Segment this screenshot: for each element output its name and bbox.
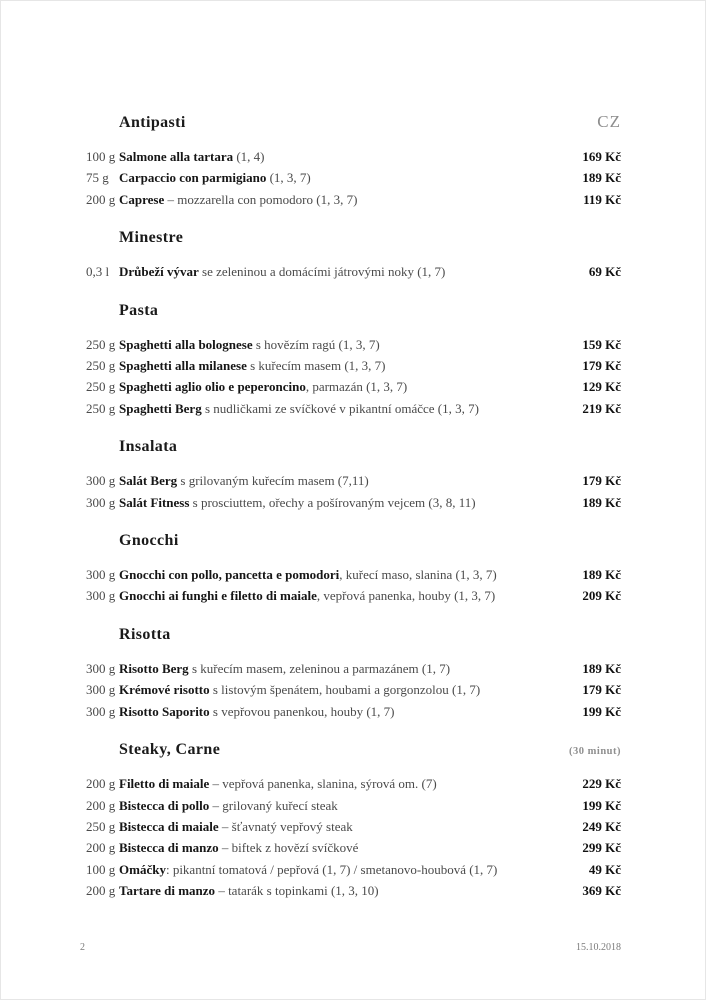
item-name: Spaghetti aglio olio e peperoncino bbox=[119, 379, 306, 395]
menu-section bbox=[86, 625, 621, 722]
item-price: 209 Kč bbox=[582, 588, 621, 604]
item-price: 179 Kč bbox=[582, 682, 621, 698]
item-dish bbox=[119, 585, 582, 606]
item-description: – vepřová panenka, slanina, sýrová om. (7) bbox=[209, 776, 437, 792]
item-price: 179 Kč bbox=[582, 473, 621, 489]
item-list bbox=[86, 470, 621, 513]
item-dish bbox=[119, 564, 582, 585]
section-title: Gnocchi bbox=[119, 532, 179, 550]
item-name: Bistecca di pollo bbox=[119, 797, 210, 813]
item-description: – tatarák s topinkami (1, 3, 10) bbox=[215, 883, 379, 899]
item-price: 189 Kč bbox=[582, 567, 621, 583]
item-description: s vepřovou panenkou, houby (1, 7) bbox=[209, 703, 395, 719]
item-dish bbox=[119, 658, 582, 679]
menu-section bbox=[86, 740, 621, 901]
section-title: Insalata bbox=[119, 438, 178, 456]
section-title: Minestre bbox=[119, 229, 184, 247]
item-price: 229 Kč bbox=[582, 776, 621, 792]
menu-section bbox=[86, 301, 621, 420]
menu-item-row bbox=[86, 773, 621, 794]
section-header bbox=[86, 113, 621, 133]
item-amount: 200 g bbox=[86, 883, 116, 899]
item-name: Krémové risotto bbox=[119, 682, 210, 698]
item-name: Spaghetti alla milanese bbox=[119, 358, 247, 374]
section-header bbox=[86, 437, 621, 457]
item-name: Caprese bbox=[119, 191, 165, 207]
menu-item-row bbox=[86, 585, 621, 606]
menu-section bbox=[86, 228, 621, 282]
menu-item-row bbox=[86, 564, 621, 585]
item-description: s kuřecím masem (1, 3, 7) bbox=[246, 358, 386, 374]
item-dish bbox=[119, 795, 582, 816]
menu-section bbox=[86, 113, 621, 210]
item-name: Bistecca di manzo bbox=[119, 840, 219, 856]
section-header bbox=[86, 625, 621, 645]
item-dish bbox=[119, 167, 582, 188]
item-name: Filetto di maiale bbox=[119, 776, 210, 792]
item-dish bbox=[119, 880, 582, 901]
item-dish bbox=[119, 146, 582, 167]
item-description: – mozzarella con pomodoro (1, 3, 7) bbox=[164, 191, 358, 207]
menu-item-row bbox=[86, 492, 621, 513]
section-header bbox=[86, 228, 621, 248]
item-price: 69 Kč bbox=[588, 264, 621, 280]
item-amount: 200 g bbox=[86, 797, 116, 813]
item-dish bbox=[119, 492, 582, 513]
item-amount: 300 g bbox=[86, 567, 116, 583]
item-list bbox=[86, 773, 621, 901]
item-name: Risotto Berg bbox=[119, 660, 189, 676]
menu-item-row bbox=[86, 146, 621, 167]
item-description: s hovězím ragú (1, 3, 7) bbox=[252, 336, 380, 352]
item-amount: 75 g bbox=[86, 170, 109, 186]
item-amount: 100 g bbox=[86, 861, 116, 877]
menu-item-row bbox=[86, 795, 621, 816]
item-description: s listovým špenátem, houbami a gorgonzolou (1, 7) bbox=[209, 682, 481, 698]
item-dish bbox=[119, 773, 582, 794]
menu-item-row bbox=[86, 701, 621, 722]
section-header bbox=[86, 740, 621, 760]
item-amount: 100 g bbox=[86, 149, 116, 164]
item-price: 219 Kč bbox=[582, 400, 621, 416]
item-description: s kuřecím masem, zeleninou a parmazánem (1, 7) bbox=[188, 660, 451, 676]
section-header bbox=[86, 531, 621, 551]
section-note: (30 minut) bbox=[569, 746, 621, 758]
item-dish bbox=[119, 679, 582, 700]
item-list bbox=[86, 334, 621, 420]
menu-item-row bbox=[86, 679, 621, 700]
section-title: Antipasti bbox=[119, 114, 186, 131]
menu-item-row bbox=[86, 334, 621, 355]
menu-item-row bbox=[86, 859, 621, 880]
page-number: 2 bbox=[80, 942, 85, 953]
item-name: Spaghetti alla bolognese bbox=[119, 336, 253, 352]
menu-item-row bbox=[86, 658, 621, 679]
item-price: 129 Kč bbox=[582, 379, 621, 395]
item-dish bbox=[119, 701, 582, 722]
item-amount: 250 g bbox=[86, 818, 116, 834]
menu-item-row bbox=[86, 189, 621, 210]
item-description: (1, 4) bbox=[233, 149, 265, 164]
item-dish bbox=[119, 398, 582, 419]
item-description: , parmazán (1, 3, 7) bbox=[305, 379, 408, 395]
item-name: Spaghetti Berg bbox=[119, 400, 202, 416]
item-name: Bistecca di maiale bbox=[119, 818, 219, 834]
item-amount: 300 g bbox=[86, 473, 116, 489]
section-title: Pasta bbox=[119, 301, 159, 319]
menu-section bbox=[86, 437, 621, 513]
item-amount: 250 g bbox=[86, 400, 116, 416]
item-amount: 300 g bbox=[86, 682, 116, 698]
item-price: 369 Kč bbox=[582, 883, 621, 899]
item-name: Carpaccio con parmigiano bbox=[119, 170, 267, 186]
item-description: s nudličkami ze svíčkové v pikantní omáčce (1, 3, 7) bbox=[201, 400, 479, 416]
item-dish bbox=[119, 334, 582, 355]
item-dish bbox=[119, 189, 583, 210]
menu-sections bbox=[86, 113, 621, 902]
menu-item-row bbox=[86, 880, 621, 901]
item-price: 199 Kč bbox=[582, 797, 621, 813]
item-dish bbox=[119, 355, 582, 376]
item-list bbox=[86, 146, 621, 210]
item-price: 179 Kč bbox=[582, 358, 621, 374]
item-dish bbox=[119, 859, 589, 880]
item-name: Risotto Saporito bbox=[119, 703, 210, 719]
item-price: 189 Kč bbox=[582, 660, 621, 676]
item-dish bbox=[119, 470, 582, 491]
menu-item-row bbox=[86, 837, 621, 858]
item-amount: 250 g bbox=[86, 379, 116, 395]
item-name: Salát Berg bbox=[119, 473, 178, 489]
item-list bbox=[86, 261, 621, 282]
page-footer bbox=[80, 942, 621, 953]
item-amount: 250 g bbox=[86, 336, 116, 352]
item-amount: 300 g bbox=[86, 703, 116, 719]
item-price: 199 Kč bbox=[582, 703, 621, 719]
menu-item-row bbox=[86, 167, 621, 188]
item-description: (1, 3, 7) bbox=[266, 170, 311, 186]
item-price: 169 Kč bbox=[582, 149, 621, 164]
item-name: Gnocchi ai funghi e filetto di maiale bbox=[119, 588, 317, 604]
menu-item-row bbox=[86, 376, 621, 397]
item-description: s grilovaným kuřecím masem (7,11) bbox=[177, 473, 369, 489]
item-price: 299 Kč bbox=[582, 840, 621, 856]
section-title: Steaky, Carne bbox=[119, 741, 221, 759]
menu-item-row bbox=[86, 470, 621, 491]
item-description: – grilovaný kuřecí steak bbox=[209, 797, 338, 813]
item-price: 49 Kč bbox=[588, 861, 621, 877]
menu-item-row bbox=[86, 355, 621, 376]
section-header bbox=[86, 301, 621, 321]
item-dish bbox=[119, 261, 589, 282]
item-amount: 200 g bbox=[86, 191, 116, 207]
item-description: : pikantní tomatová / pepřová (1, 7) / smetanovo-houbová (1, 7) bbox=[165, 861, 498, 877]
item-amount: 200 g bbox=[86, 776, 116, 792]
item-list bbox=[86, 658, 621, 722]
item-name: Drůbeží vývar bbox=[119, 264, 199, 280]
item-name: Omáčky bbox=[119, 861, 166, 877]
item-name: Gnocchi con pollo, pancetta e pomodori bbox=[119, 567, 340, 583]
item-dish bbox=[119, 376, 582, 397]
menu-section bbox=[86, 531, 621, 607]
item-description: , vepřová panenka, houby (1, 3, 7) bbox=[316, 588, 496, 604]
item-price: 189 Kč bbox=[582, 170, 621, 186]
language-label: CZ bbox=[597, 112, 621, 131]
item-description: , kuřecí maso, slanina (1, 3, 7) bbox=[339, 567, 497, 583]
menu-item-row bbox=[86, 261, 621, 282]
item-dish bbox=[119, 816, 582, 837]
footer-date: 15.10.2018 bbox=[576, 942, 621, 953]
item-list bbox=[86, 564, 621, 607]
item-amount: 250 g bbox=[86, 358, 116, 374]
item-description: s prosciuttem, ořechy a pošírovaným vejcem (3, 8, 11) bbox=[189, 494, 476, 510]
item-description: se zeleninou a domácími játrovými noky (1, 7) bbox=[198, 264, 446, 280]
menu-item-row bbox=[86, 398, 621, 419]
item-price: 189 Kč bbox=[582, 494, 621, 510]
item-name: Salmone alla tartara bbox=[119, 149, 234, 164]
menu-item-row bbox=[86, 816, 621, 837]
item-dish bbox=[119, 837, 582, 858]
item-price: 249 Kč bbox=[582, 818, 621, 834]
item-name: Tartare di manzo bbox=[119, 883, 216, 899]
item-amount: 300 g bbox=[86, 660, 116, 676]
item-amount: 0,3 l bbox=[86, 264, 110, 280]
item-amount: 300 g bbox=[86, 494, 116, 510]
item-price: 119 Kč bbox=[583, 191, 621, 207]
item-amount: 300 g bbox=[86, 588, 116, 604]
item-description: – biftek z hovězí svíčkové bbox=[218, 840, 359, 856]
item-description: – šťavnatý vepřový steak bbox=[218, 818, 353, 834]
item-amount: 200 g bbox=[86, 840, 116, 856]
section-title: Risotta bbox=[119, 625, 171, 643]
item-name: Salát Fitness bbox=[119, 494, 190, 510]
item-price: 159 Kč bbox=[582, 336, 621, 352]
